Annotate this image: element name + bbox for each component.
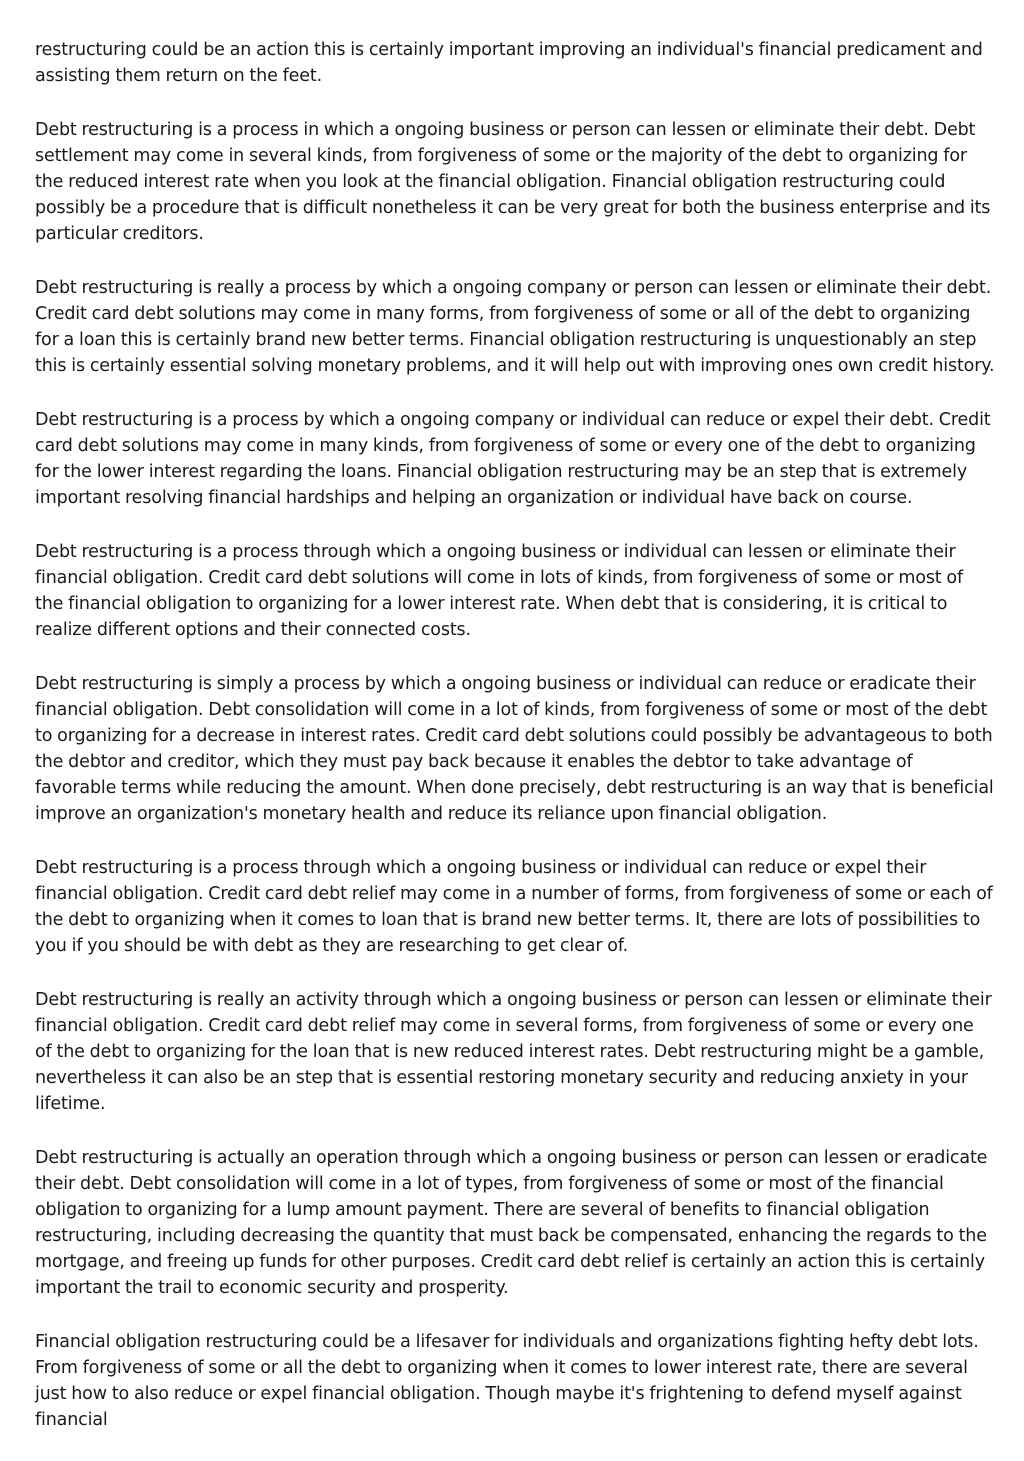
paragraph-2: Debt restructuring is a process in which a ongoing business or person can lessen or eliminate their debt. Debt settlement may come in several kinds, from forgiveness of some or the majority of the debt to organizing for the reduced interest rate when you look at the financial obligation. Financial obligation restructuring could possibly be a procedure that is difficult nonetheless it can be very great for both the business enterprise and its particular creditors. xyxy=(35,120,991,244)
paragraph-3: Debt restructuring is really a process by which a ongoing company or person can lessen or eliminate their debt. Credit card debt solutions may come in many forms, from forgiveness of some or all of the debt to organizing for a loan this is certainly brand new better terms. Financial obligation restructuring is unquestionably an step this is certainly essential solving monetary problems, and it will help out with improving ones own credit history. xyxy=(35,278,995,376)
document-page xyxy=(35,37,995,1461)
paragraph-4: Debt restructuring is a process by which a ongoing company or individual can reduce or expel their debt. Credit card debt solutions may come in many kinds, from forgiveness of some or every one of the debt to organizing for the lower interest regarding the loans. Financial obligation restructuring may be an step that is extremely important resolving financial hardships and helping an organization or individual have back on course. xyxy=(35,410,991,508)
paragraph-9: Debt restructuring is actually an operation through which a ongoing business or person can lessen or eradicate their debt. Debt consolidation will come in a lot of types, from forgiveness of some or most of the financial obligation to organizing for a lump amount payment. There are several of benefits to financial obligation restructuring, including decreasing the quantity that must back be compensated, enhancing the regards to the mortgage, and freeing up funds for other purposes. Credit card debt relief is certainly an action this is certainly important the trail to economic security and prosperity. xyxy=(35,1148,988,1298)
paragraph-6: Debt restructuring is simply a process by which a ongoing business or individual can reduce or eradicate their financial obligation. Debt consolidation will come in a lot of kinds, from forgiveness of some or most of the debt to organizing for a decrease in interest rates. Credit card debt solutions could possibly be advantageous to both the debtor and creditor, which they must pay back because it enables the debtor to take advantage of favorable terms while reducing the amount. When done precisely, debt restructuring is an way that is beneficial improve an organization's monetary health and reduce its reliance upon financial obligation. xyxy=(35,674,994,824)
paragraph-7: Debt restructuring is a process through which a ongoing business or individual can reduce or expel their financial obligation. Credit card debt relief may come in a number of forms, from forgiveness of some or each of the debt to organizing when it comes to loan that is brand new better terms. It, there are lots of possibilities to you if you should be with debt as they are researching to get clear of. xyxy=(35,858,993,956)
paragraph-8: Debt restructuring is really an activity through which a ongoing business or person can lessen or eliminate their financial obligation. Credit card debt relief may come in several forms, from forgiveness of some or every one of the debt to organizing for the loan that is new reduced interest rates. Debt restructuring might be a gamble, nevertheless it can also be an step that is essential restoring monetary security and reducing anxiety in your lifetime. xyxy=(35,990,992,1114)
paragraph-10: Financial obligation restructuring could be a lifesaver for individuals and organizations fighting hefty debt lots. From forgiveness of some or all the debt to organizing when it comes to lower interest rate, there are several just how to also reduce or expel financial obligation. Though maybe it's frightening to defend myself against financial xyxy=(35,1332,979,1430)
paragraph-5: Debt restructuring is a process through which a ongoing business or individual can lessen or eliminate their financial obligation. Credit card debt solutions will come in lots of kinds, from forgiveness of some or most of the financial obligation to organizing for a lower interest rate. When debt that is considering, it is critical to realize different options and their connected costs. xyxy=(35,542,963,640)
paragraph-1: restructuring could be an action this is certainly important improving an individual's financial predicament and assisting them return on the feet. xyxy=(35,40,983,86)
